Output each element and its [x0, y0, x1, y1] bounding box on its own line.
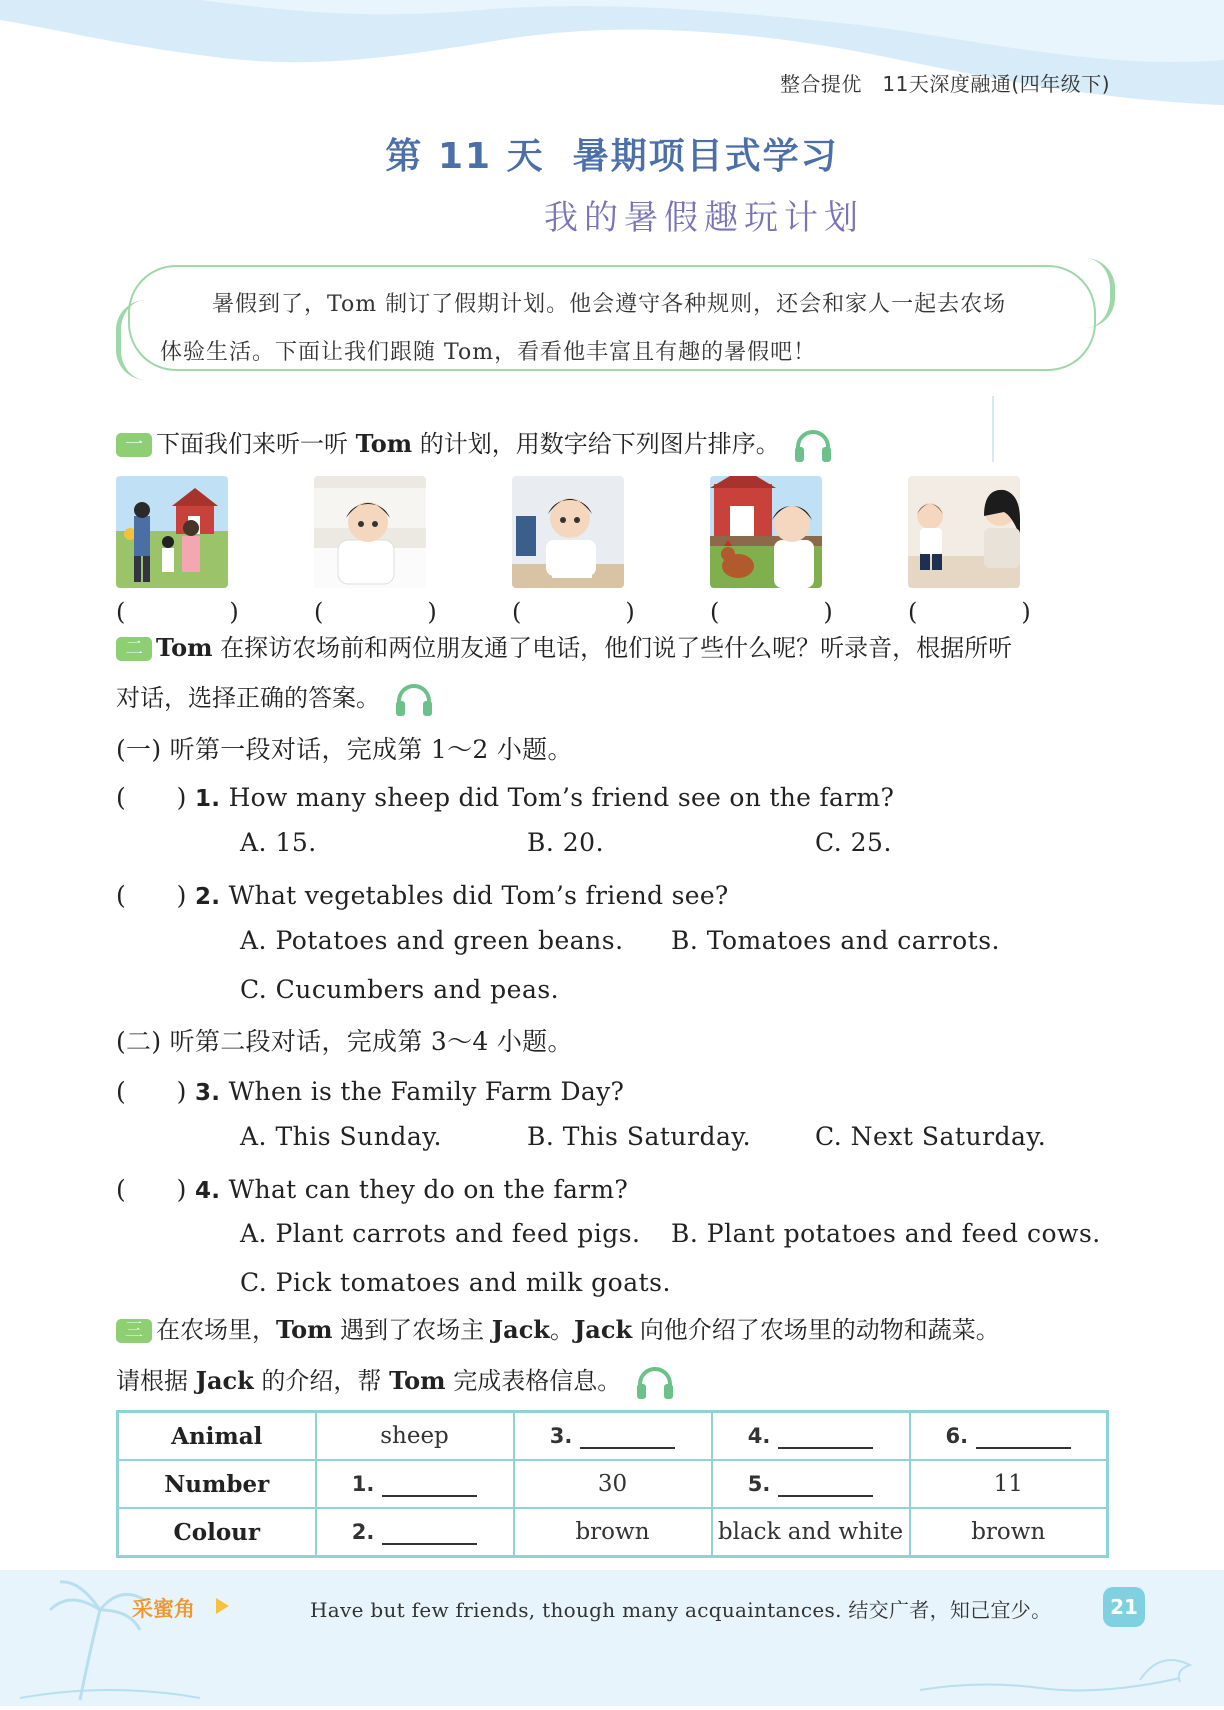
table-row: [118, 1460, 1108, 1508]
table-cell: brown: [514, 1508, 712, 1557]
section-3-name: Jack: [491, 1315, 550, 1344]
page-number: 21: [1103, 1587, 1145, 1627]
table-cell-blank[interactable]: [316, 1508, 514, 1557]
table-row: [118, 1412, 1108, 1461]
question-4: [116, 1170, 628, 1206]
section-3-text: 完成表格信息。: [445, 1367, 622, 1395]
table-cell-blank[interactable]: [514, 1412, 712, 1461]
header-wave-decoration: [0, 0, 1224, 120]
section-1-text-end: 的计划，用数字给下列图片排序。: [412, 430, 780, 458]
q1-option-a[interactable]: A. 15.: [240, 828, 317, 857]
q1-option-b[interactable]: B. 20.: [527, 828, 605, 857]
page-title: [0, 128, 1224, 179]
picture-rooster-farm: [710, 476, 822, 588]
section-2-text-line-2: 对话，选择正确的答案。: [116, 684, 380, 712]
table-header-cell: Number: [118, 1460, 316, 1508]
question-3: [116, 1072, 624, 1108]
question-number: 2.: [194, 884, 221, 910]
answer-bracket[interactable]: ( ): [116, 881, 187, 910]
intro-line-1: 暑假到了，Tom 制订了假期计划。他会遵守各种规则，还会和家人一起去农场: [212, 292, 1007, 317]
section-3-text: 。: [549, 1316, 574, 1344]
answer-bracket[interactable]: ( ): [116, 1077, 187, 1106]
question-number: 3.: [194, 1080, 221, 1106]
q2-option-b[interactable]: B. Tomatoes and carrots.: [671, 926, 1000, 955]
blank-number: 6.: [945, 1424, 969, 1448]
section-1-heading: [116, 418, 833, 470]
footer-quote: Have but few friends, though many acquaintances. 结交广者，知己宜少。: [310, 1598, 1052, 1622]
intro-box: [128, 265, 1096, 371]
q3-option-a[interactable]: A. This Sunday.: [240, 1122, 442, 1151]
answer-blank[interactable]: [580, 1425, 675, 1449]
picture-family-farm: [116, 476, 228, 588]
part-1-instruction: (一) 听第一段对话，完成第 1～2 小题。: [116, 735, 573, 764]
table-cell: 11: [910, 1460, 1108, 1508]
section-2-heading-line-2: [116, 672, 434, 724]
q4-option-a[interactable]: A. Plant carrots and feed pigs.: [240, 1219, 641, 1248]
section-1-text: 下面我们来听一听: [156, 430, 356, 458]
topic-label: 暑期项目式学习: [572, 136, 839, 177]
book-header-title: 整合提优 11天深度融通(四年级下): [779, 72, 1110, 96]
question-2: [116, 876, 729, 912]
answer-blank[interactable]: [778, 1425, 873, 1449]
footer-band: [0, 1570, 1224, 1706]
answer-blank[interactable]: [778, 1473, 873, 1497]
section-3-name: Tom: [389, 1366, 446, 1395]
q4-option-b[interactable]: B. Plant potatoes and feed cows.: [671, 1219, 1101, 1248]
table-header-cell: Colour: [118, 1508, 316, 1557]
q3-option-b[interactable]: B. This Saturday.: [527, 1122, 752, 1151]
question-1: [116, 778, 894, 814]
section-1-badge: 一: [116, 433, 152, 457]
blank-number: 4.: [747, 1424, 771, 1448]
headphone-icon[interactable]: [394, 681, 434, 717]
section-3-text: 在农场里，: [156, 1316, 276, 1344]
q2-option-a[interactable]: A. Potatoes and green beans.: [240, 926, 624, 955]
table-row: [118, 1508, 1108, 1557]
table-cell-blank[interactable]: [712, 1460, 910, 1508]
farm-info-table: [116, 1410, 1109, 1558]
section-2-heading: [116, 622, 1012, 674]
table-cell: brown: [910, 1508, 1108, 1557]
part-2-instruction: (二) 听第二段对话，完成第 3～4 小题。: [116, 1027, 573, 1056]
picture-1-answer-bracket[interactable]: ( ): [116, 598, 279, 626]
blank-number: 2.: [351, 1520, 375, 1544]
table-cell: sheep: [316, 1412, 514, 1461]
picture-5-answer-bracket[interactable]: ( ): [908, 598, 1071, 626]
footer-tag: 采蜜角: [132, 1597, 195, 1621]
intro-line-2: 体验生活。下面让我们跟随 Tom，看看他丰富且有趣的暑假吧！: [160, 340, 817, 365]
q4-option-c[interactable]: C. Pick tomatoes and milk goats.: [240, 1268, 671, 1297]
section-3-text: 请根据: [116, 1367, 196, 1395]
section-3-text: 遇到了农场主: [332, 1316, 492, 1344]
answer-blank[interactable]: [382, 1521, 477, 1545]
table-cell-blank[interactable]: [712, 1412, 910, 1461]
section-3-heading: [116, 1304, 1000, 1356]
section-3-badge: 三: [116, 1319, 152, 1343]
divider-line: [992, 396, 994, 462]
question-text: How many sheep did Tom’s friend see on the farm?: [228, 783, 895, 812]
picture-4-answer-bracket[interactable]: ( ): [710, 598, 873, 626]
q2-option-c[interactable]: C. Cucumbers and peas.: [240, 975, 560, 1004]
section-3-name: Jack: [573, 1315, 633, 1344]
section-2-name: Tom: [156, 633, 213, 662]
table-cell-blank[interactable]: [316, 1460, 514, 1508]
table-cell-blank[interactable]: [910, 1412, 1108, 1461]
answer-blank[interactable]: [382, 1473, 477, 1497]
page-subtitle: 我的暑假趣玩计划: [544, 198, 864, 238]
question-text: What vegetables did Tom’s friend see?: [228, 881, 729, 910]
answer-bracket[interactable]: ( ): [116, 1175, 187, 1204]
picture-waking-up: [314, 476, 426, 588]
q1-option-c[interactable]: C. 25.: [815, 828, 892, 857]
picture-running-to-mother: [908, 476, 1020, 588]
blank-number: 5.: [747, 1472, 771, 1496]
question-number: 4.: [194, 1178, 221, 1204]
table-header-cell: Animal: [118, 1412, 316, 1461]
picture-homework: [512, 476, 624, 588]
section-3-name: Tom: [276, 1315, 333, 1344]
section-1-name: Tom: [355, 429, 413, 458]
blank-number: 3.: [549, 1424, 573, 1448]
section-3-heading-line-2: [116, 1355, 675, 1407]
picture-3-answer-bracket[interactable]: ( ): [512, 598, 675, 626]
question-text: When is the Family Farm Day?: [228, 1077, 625, 1106]
answer-bracket[interactable]: ( ): [116, 783, 187, 812]
picture-row: [116, 476, 1071, 626]
answer-blank[interactable]: [976, 1425, 1071, 1449]
arrow-right-icon: [216, 1598, 229, 1614]
day-label: 第 11 天: [385, 136, 545, 177]
section-3-text: 的介绍，帮: [253, 1367, 390, 1395]
picture-2-answer-bracket[interactable]: ( ): [314, 598, 477, 626]
table-cell: 30: [514, 1460, 712, 1508]
headphone-icon[interactable]: [793, 427, 833, 463]
section-3-text: 向他介绍了农场里的动物和蔬菜。: [632, 1316, 1000, 1344]
section-2-text: 在探访农场前和两位朋友通了电话，他们说了些什么呢？听录音，根据所听: [212, 634, 1013, 662]
blank-number: 1.: [351, 1472, 375, 1496]
q3-option-c[interactable]: C. Next Saturday.: [815, 1122, 1047, 1151]
table-cell: black and white: [712, 1508, 910, 1557]
section-2-badge: 二: [116, 637, 152, 661]
question-text: What can they do on the farm?: [228, 1175, 629, 1204]
section-3-name: Jack: [195, 1366, 254, 1395]
question-number: 1.: [194, 786, 221, 812]
headphone-icon[interactable]: [635, 1364, 675, 1400]
palm-tree-decoration-icon: [0, 1570, 1224, 1706]
